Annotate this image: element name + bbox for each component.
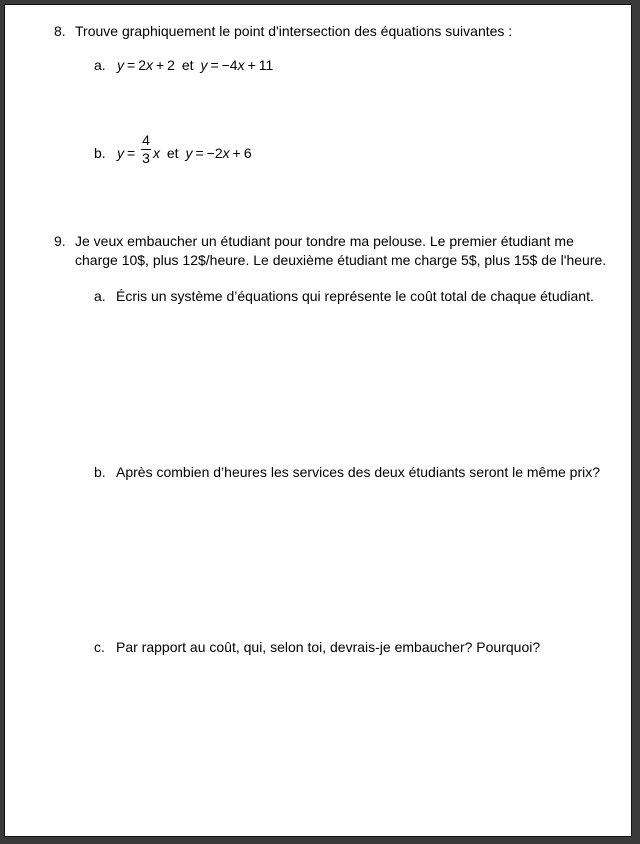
eq-constant: 2 <box>167 57 175 73</box>
eq-sign: = <box>195 145 204 161</box>
eq-constant: 6 <box>243 145 252 161</box>
fraction-denominator: 3 <box>142 150 150 166</box>
eq-variable: x <box>145 57 153 73</box>
fraction-numerator: 4 <box>142 132 150 148</box>
eq-coefficient: −4 <box>221 57 238 73</box>
question-8b-rest <box>153 143 252 163</box>
eq-sign: = <box>127 57 136 73</box>
question-9-number: 9. <box>54 233 66 249</box>
conjunction: et <box>181 57 194 73</box>
question-8a-label: a. <box>94 57 106 73</box>
question-8b-eq1-lhs <box>117 143 138 163</box>
worksheet-page <box>4 4 632 837</box>
eq-operator: + <box>247 57 256 73</box>
question-9c-text: Par rapport au coût, qui, selon toi, devrais-je embaucher? Pourquoi? <box>116 639 541 655</box>
eq-variable: y <box>200 57 208 73</box>
eq-coefficient: −2 <box>206 145 223 161</box>
eq-variable: y <box>185 145 193 161</box>
question-9b-label: b. <box>94 464 106 480</box>
fraction <box>141 133 151 166</box>
question-9b-text: Après combien d’heures les services des deux étudiants seront le même prix? <box>116 464 601 480</box>
eq-variable: x <box>222 145 230 161</box>
eq-operator: + <box>155 57 165 73</box>
question-8b-label: b. <box>94 145 106 161</box>
question-9c-label: c. <box>94 639 105 655</box>
question-9a-label: a. <box>94 288 106 304</box>
eq-variable: y <box>117 145 124 161</box>
eq-variable: x <box>153 145 160 161</box>
question-9-text-line1: Je veux embaucher un étudiant pour tondre ma pelouse. Le premier étudiant me <box>75 233 574 249</box>
eq-coefficient: 2 <box>138 57 146 73</box>
question-9a-text: Écris un système d’équations qui représente le coût total de chaque étudiant. <box>116 288 594 304</box>
eq-sign: = <box>210 57 219 73</box>
question-8-text: Trouve graphiquement le point d'intersection des équations suivantes : <box>75 23 513 39</box>
question-9-text-line2: charge 10$, plus 12$/heure. Le deuxième étudiant me charge 5$, plus 15$ de l'heure. <box>75 252 607 268</box>
eq-variable: y <box>117 57 124 73</box>
eq-sign: = <box>127 145 136 161</box>
question-8a-equations <box>117 55 273 75</box>
conjunction: et <box>166 145 179 161</box>
eq-operator: + <box>232 145 241 161</box>
eq-variable: x <box>237 57 245 73</box>
question-8-number: 8. <box>54 23 66 39</box>
eq-constant: 11 <box>258 57 274 73</box>
